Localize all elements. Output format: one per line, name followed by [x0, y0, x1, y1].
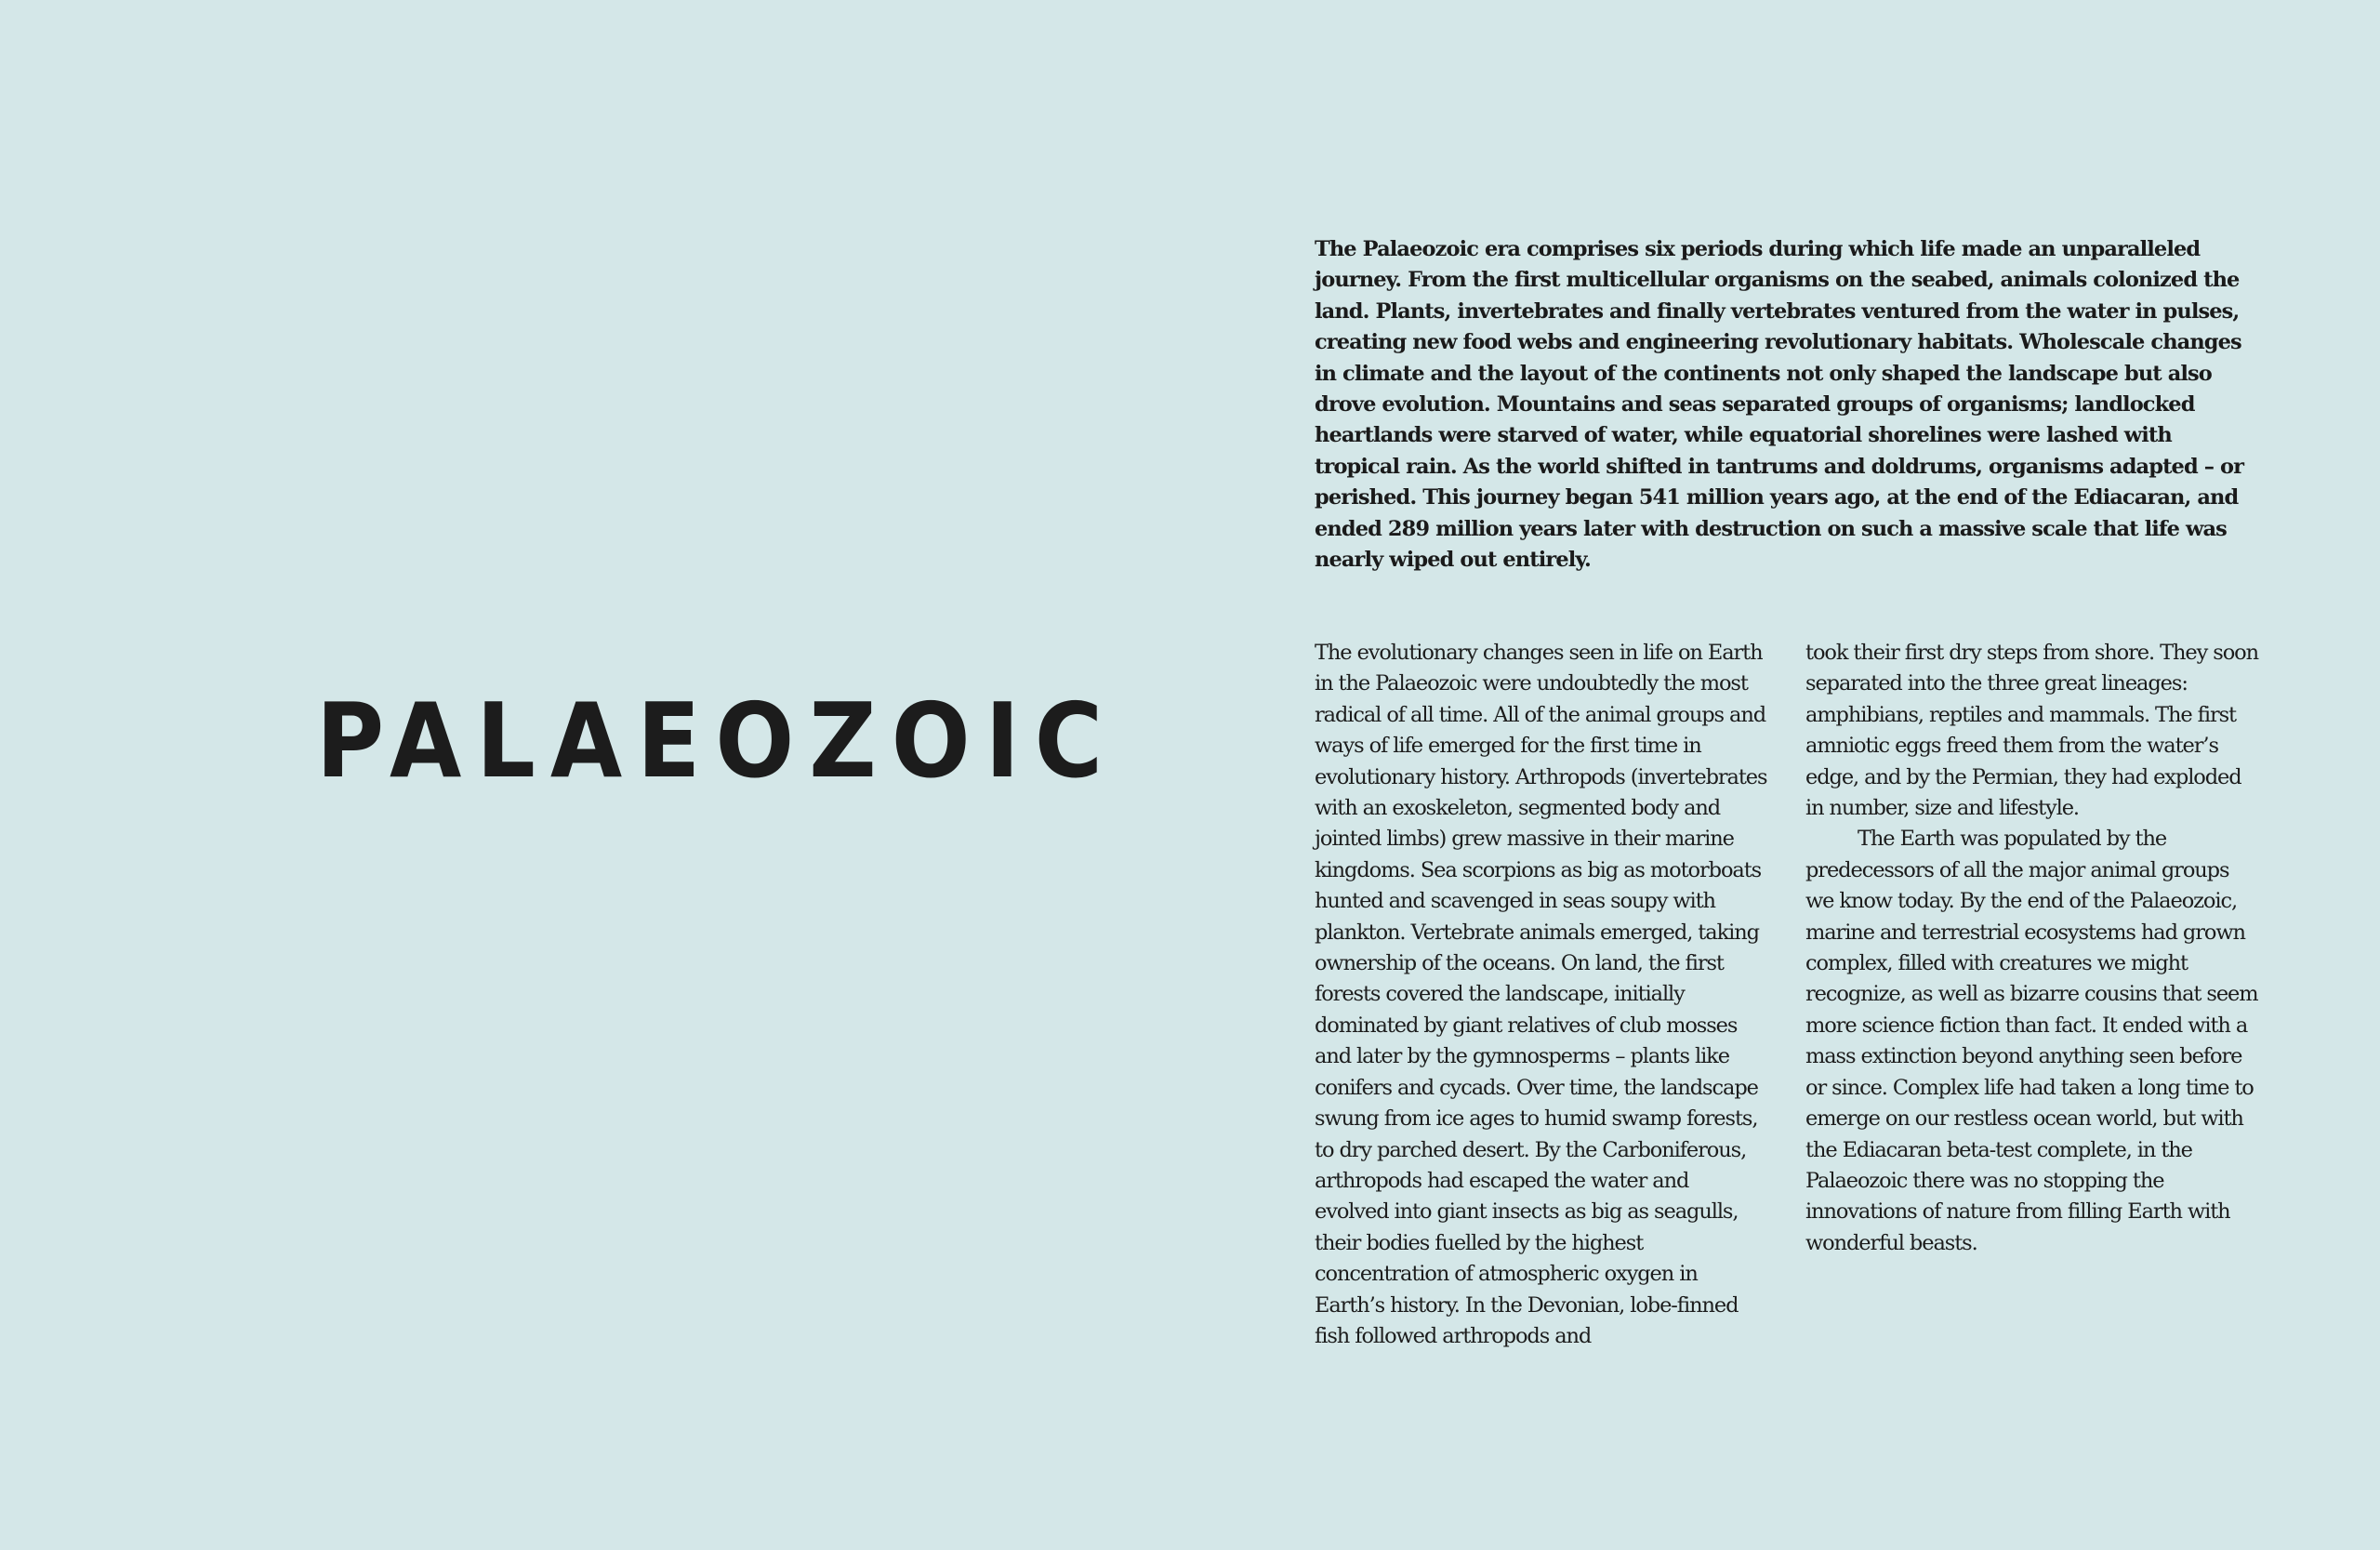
page-title: PALAEOZOIC: [316, 682, 1117, 801]
body-paragraph: The Earth was populated by the predecessors of all the major animal groups we know today. By the end of the Palaeozoic, marine and terrestrial ecosystems had grown complex, filled with creatures we might recognize, as well as bizarre cousins that seem more science fiction than fact. It ended with a mass extinction beyond anything seen before or since. Complex life had taken a long time to emerge on our restless ocean world, but with the Ediacaran beta-test complete, in the Palaeozoic there was no stopping the innovations of nature from filling Earth with wonderful beasts.: [1805, 827, 2258, 1255]
body-paragraph: The evolutionary changes seen in life on Earth in the Palaeozoic were undoubtedly the most radical of all time. All of the animal groups and ways of life emerged for the first time in evolutionary history. Arthropods (invertebrates with an exoskeleton, segmented body and jointed limbs) grew massive in their marine kingdoms. Sea scorpions as big as motorboats hunted and scavenged in seas soupy with plankton. Vertebrate animals emerged, taking ownership of the oceans. On land, the first forests covered the landscape, initially dominated by giant relatives of club mosses and later by the gymnosperms – plants like conifers and cycads. Over time, the landscape swung from ice ages to humid swamp forests, to dry parched desert. By the Carboniferous, arthropods had escaped the water and evolved into giant insects as big as seagulls, their bodies fuelled by the highest concentration of atmospheric oxygen in Earth’s history. In the Devonian, lobe-finned fish followed arthropods and: [1315, 641, 1767, 1348]
body-column-right: [1805, 638, 2258, 1259]
body-paragraph: took their first dry steps from shore. They soon separated into the three great lineages: amphibians, reptiles and mammals. The first amniotic eggs freed them from the water’s edge, and by the Permian, they had exploded in number, size and lifestyle.: [1805, 641, 2259, 821]
intro-paragraph: The Palaeozoic era comprises six periods during which life made an unparalleled journey. From the first multicellular organisms on the seabed, animals colonized the land. Plants, invertebrates and finally vertebrates ventured from the water in pulses, creating new food webs and engineering revolutionary habitats. Wholescale changes in climate and the layout of the continents not only shaped the landscape but also drove evolution. Mountains and seas separated groups of organisms; landlocked heartlands were starved of water, while equatorial shorelines were lashed with tropical rain. As the world shifted in tantrums and doldrums, organisms adapted – or perished. This journey began 541 million years ago, at the end of the Ediacaran, and ended 289 million years later with destruction on such a massive scale that life was nearly wiped out entirely.: [1315, 237, 2244, 573]
body-column-left: [1315, 638, 1767, 1352]
